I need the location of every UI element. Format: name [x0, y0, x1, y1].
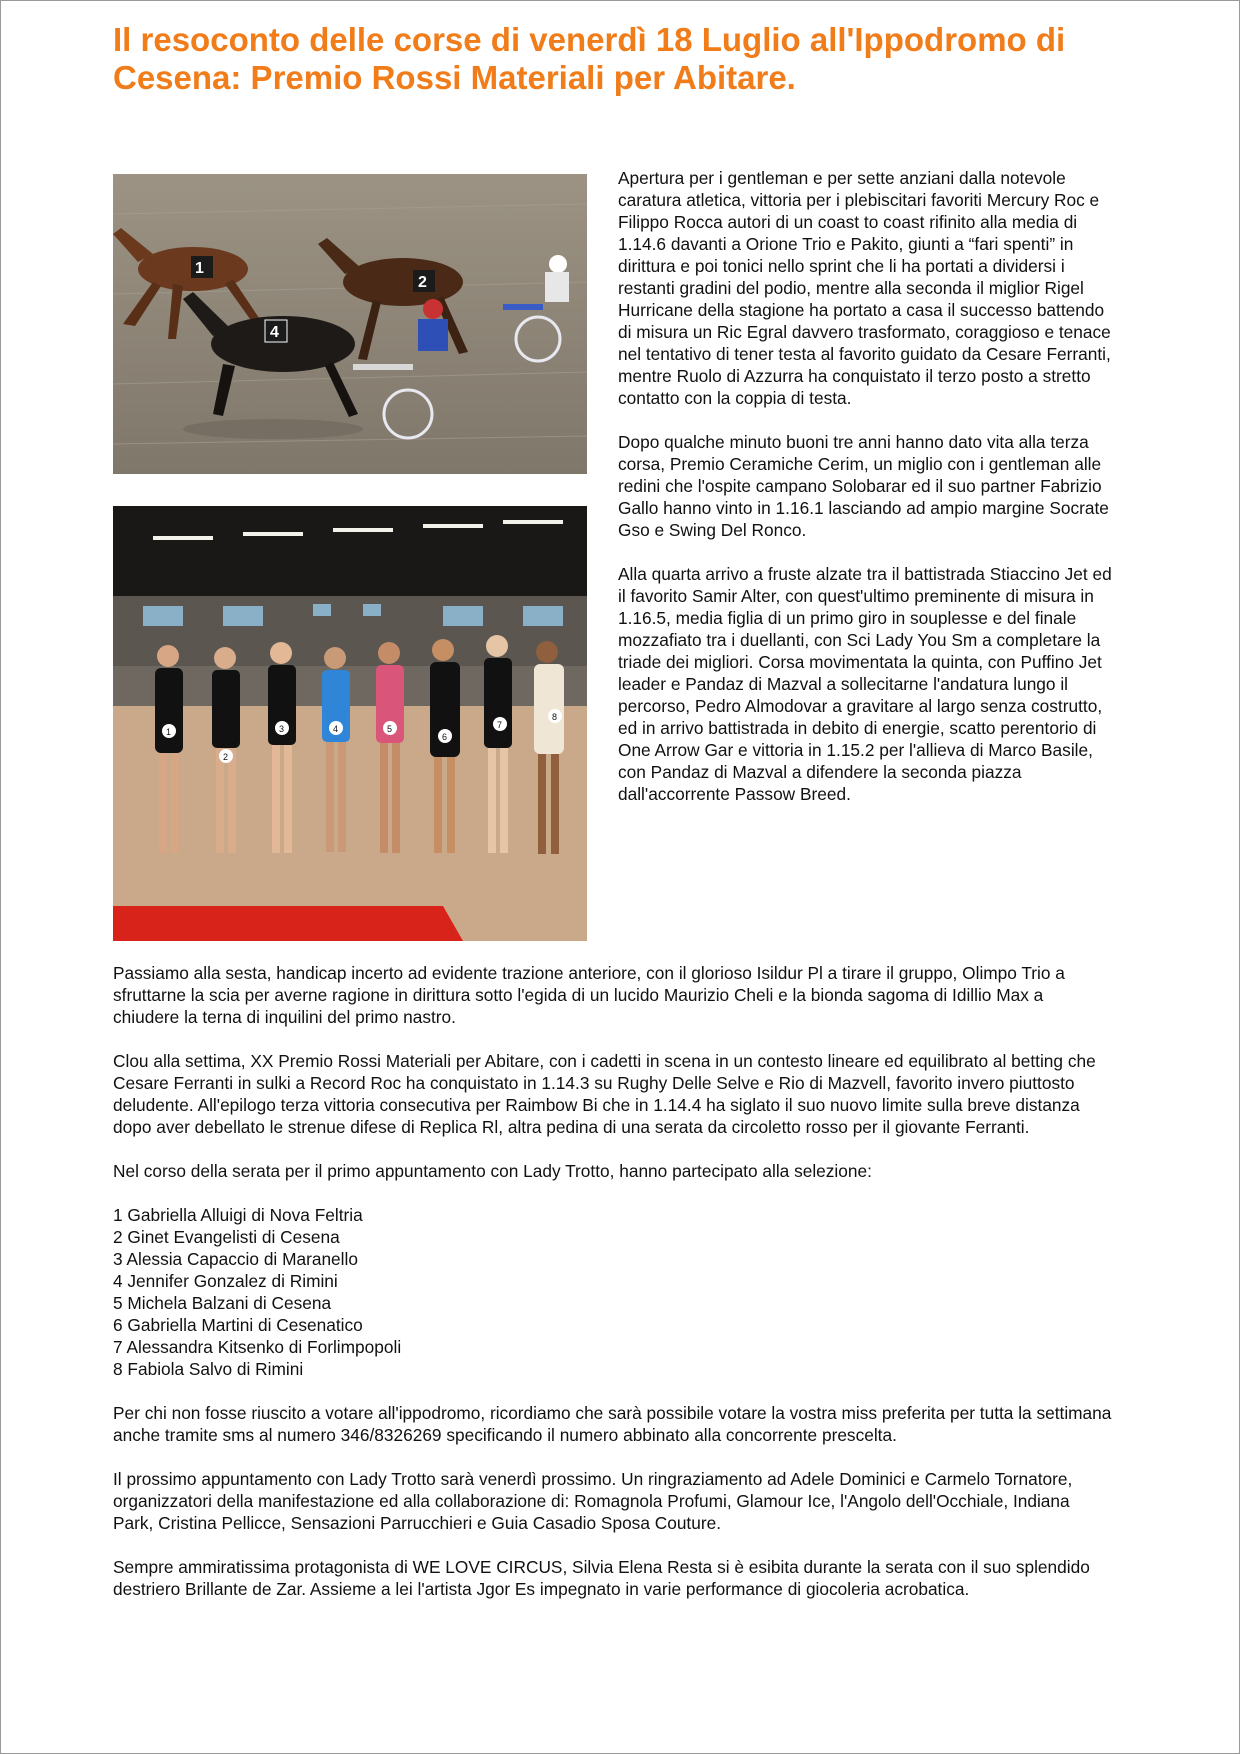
- lady-trotto-contestants-photo: [113, 506, 587, 941]
- article-right-column: [618, 167, 1113, 827]
- svg-text:1: 1: [166, 727, 172, 737]
- svg-text:1: 1: [195, 260, 204, 277]
- list-item: 5 Michela Balzani di Cesena: [113, 1293, 332, 1313]
- paragraph-voting: Per chi non fosse riuscito a votare all'ippodromo, ricordiamo che sarà possibile votare la vostra miss preferita per tutta la settimana anche tramite sms al numero 346/8326269 specificando il numero abbinato alla concorrente prescelta.: [113, 1403, 1112, 1445]
- paragraph-race-7: Clou alla settima, XX Premio Rossi Materiali per Abitare, con i cadetti in scena in un contesto lineare ed equilibrato al betting che Cesare Ferranti in sulki a Record Roc ha conquistato in 1.14.3 su Rughy Delle Selve e Rio di Mazvell, favorito invero piuttosto deludente. All'epilogo terza vittoria consecutiva per Raimbow Bi che in 1.14.4 ha siglato il suo nuovo limite sulla breve distanza dopo aver debellato le strenue difese di Replica Rl, altra pedina di una serata da circoletto rosso per il giovante Ferranti.: [113, 1051, 1096, 1137]
- list-item: 6 Gabriella Martini di Cesenatico: [113, 1315, 363, 1335]
- list-item: 8 Fabiola Salvo di Rimini: [113, 1359, 304, 1379]
- svg-text:4: 4: [270, 324, 279, 341]
- svg-text:7: 7: [497, 720, 503, 730]
- list-item: 2 Ginet Evangelisti di Cesena: [113, 1227, 340, 1247]
- paragraph-race-4-5: Alla quarta arrivo a fruste alzate tra il battistrada Stiaccino Jet ed il favorito Samir Alter, con quest'ultimo preminente di misura in 1.16.5, media figlia di un primo giro in souplesse e del finale mozzafiato tra i duellanti, con Sci Lady You Sm a completare la triade dei migliori. Corsa movimentata la quinta, con Puffino Jet leader e Pandaz di Mazval a sollecitarne l'andatura lungo il percorso, Pedro Almodovar a gravitare al largo senza costrutto, ed in arrivo battistrada in debito di energie, scatto perentorio di One Arrow Gar e vittoria in 1.15.2 per l'allieva di Marco Basile, con Pandaz di Mazval a difendere la seconda piazza dall'accorrente Passow Breed.: [618, 564, 1112, 804]
- paragraph-race-6: Passiamo alla sesta, handicap incerto ad evidente trazione anteriore, con il glorioso Isildur Pl a tirare il gruppo, Olimpo Trio a sfruttarne la scia per averne ragione in dirittura sotto l'egida di un lucido Maurizio Cheli e la bionda sagoma di Idillio Max a chiudere la terna di inquilini del primo nastro.: [113, 963, 1065, 1027]
- list-item: 4 Jennifer Gonzalez di Rimini: [113, 1271, 338, 1291]
- article-title: Il resoconto delle corse di venerdì 18 Luglio all'Ippodromo di Cesena: Premio Rossi Materiali per Abitare.: [113, 21, 1066, 96]
- list-item: 1 Gabriella Alluigi di Nova Feltria: [113, 1205, 363, 1225]
- svg-text:5: 5: [387, 724, 393, 734]
- list-item: 3 Alessia Capaccio di Maranello: [113, 1249, 358, 1269]
- paragraph-race-3: Dopo qualche minuto buoni tre anni hanno dato vita alla terza corsa, Premio Ceramiche Cerim, un miglio con i gentleman alle redini che l'ospite campano Solobarar ed il suo partner Fabrizio Gallo hanno vinto in 1.16.1 lasciando ad ampio margine Socrate Gso e Swing Del Ronco.: [618, 432, 1109, 540]
- paragraph-lady-trotto-intro: Nel corso della serata per il primo appuntamento con Lady Trotto, hanno partecipato alla selezione:: [113, 1161, 872, 1181]
- paragraph-thanks: Il prossimo appuntamento con Lady Trotto sarà venerdì prossimo. Un ringraziamento ad Adele Dominici e Carmelo Tornatore, organizzatori della manifestazione ed alla collaborazione di: Romagnola Profumi, Glamour Ice, l'Angolo dell'Occhiale, Indiana Park, Cristina Pellicce, Sensazioni Parrucchieri e Guia Casadio Sposa Couture.: [113, 1469, 1073, 1533]
- svg-text:4: 4: [333, 724, 339, 734]
- svg-text:6: 6: [442, 732, 448, 742]
- svg-text:3: 3: [279, 724, 285, 734]
- paragraph-circus: Sempre ammiratissima protagonista di WE LOVE CIRCUS, Silvia Elena Resta si è esibita durante la serata con il suo splendido destriero Brillante de Zar. Assieme a lei l'artista Jgor Es impegnato in varie performance di giocoleria acrobatica.: [113, 1557, 1090, 1599]
- svg-text:8: 8: [552, 712, 558, 722]
- paragraph-race-1-2: Apertura per i gentleman e per sette anziani dalla notevole caratura atletica, vittoria per i plebiscitari favoriti Mercury Roc e Filippo Rocca autori di un coast to coast rifinito alla media di 1.14.6 davanti a Orione Trio e Pakito, giunti a “fari spenti” in dirittura e poi tonici nello sprint che li ha portati a dividersi i restanti gradini del podio, mentre alla seconda il miglior Rigel Hurricane della stagione ha portato a casa il successo battendo di misura un Ric Egral davvero trasformato, coraggioso e tenace nel tentativo di tener testa al favorito guidato da Cesare Ferranti, mentre Ruolo di Azzurra ha conquistato il terzo posto a stretto contatto con la coppia di testa.: [618, 168, 1111, 408]
- harness-race-photo: [113, 174, 587, 474]
- list-item: 7 Alessandra Kitsenko di Forlimpopoli: [113, 1337, 402, 1357]
- article-body: [113, 962, 1113, 1622]
- contestant-list: [113, 1204, 1113, 1380]
- svg-text:2: 2: [223, 752, 229, 762]
- svg-text:2: 2: [418, 274, 427, 291]
